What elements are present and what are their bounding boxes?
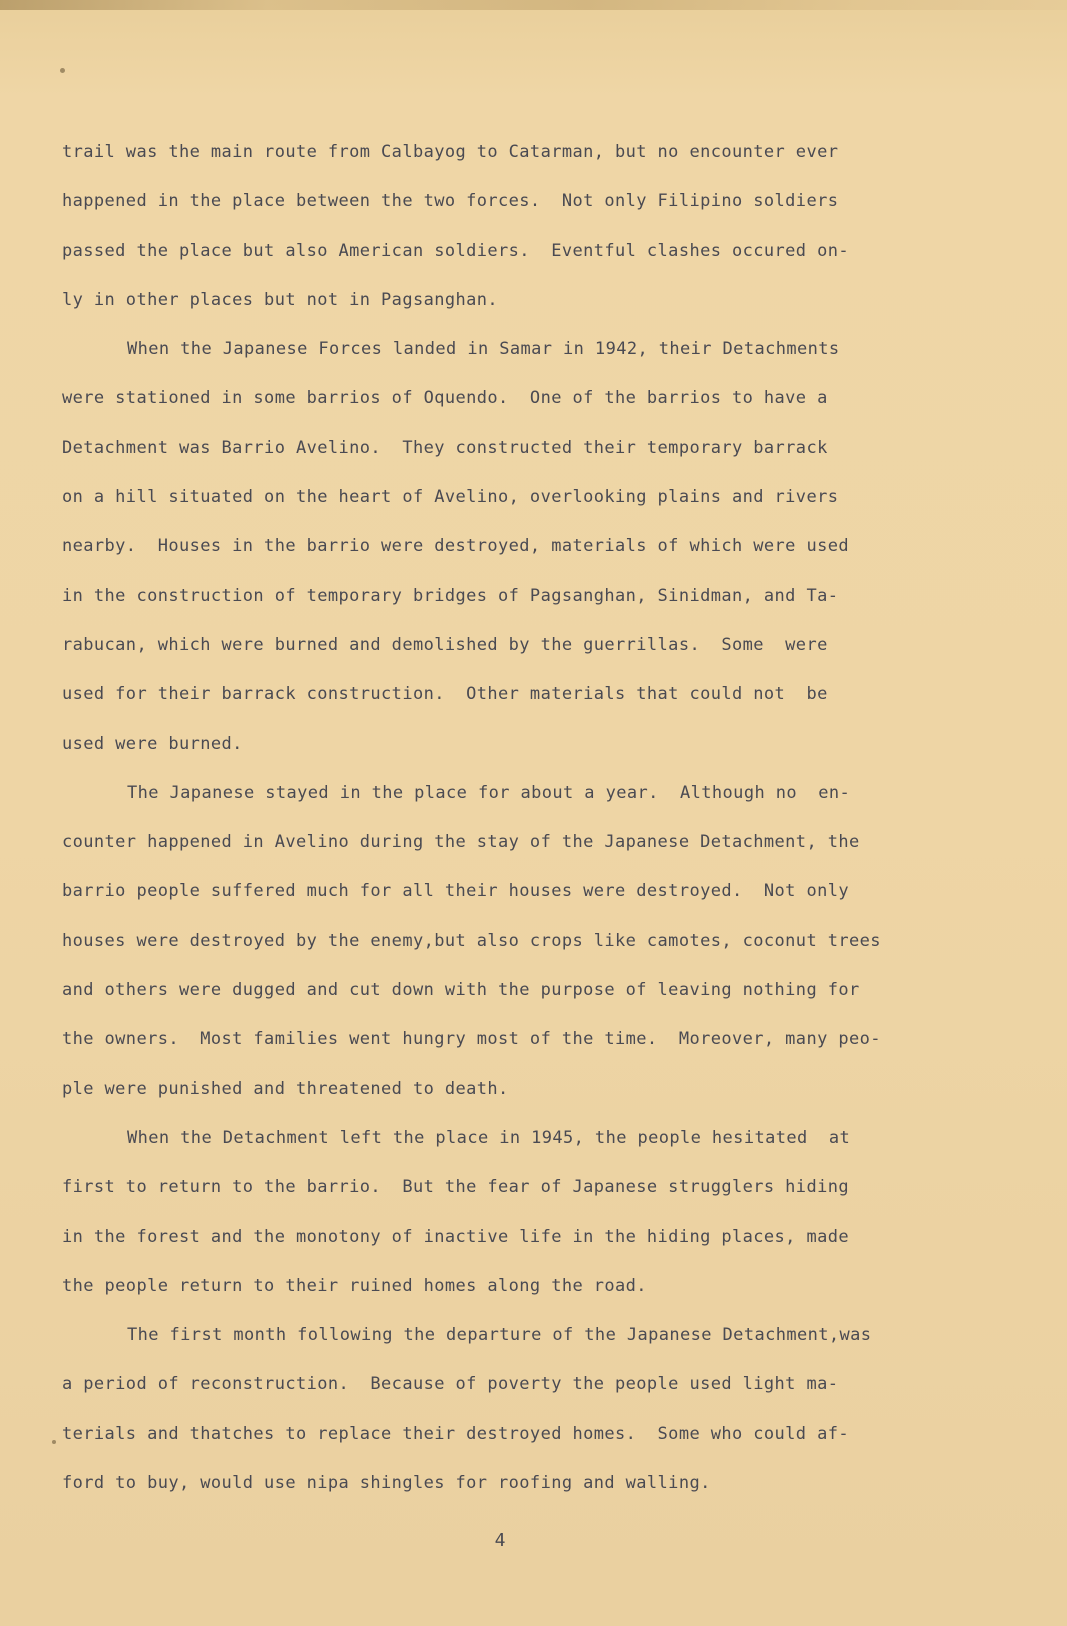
text-line: happened in the place between the two forces. Not only Filipino soldiers	[62, 191, 839, 212]
text-line: houses were destroyed by the enemy,but also crops like camotes, coconut trees	[62, 930, 881, 951]
text-line: used for their barrack construction. Other materials that could not be	[62, 684, 828, 705]
text-line: barrio people suffered much for all their houses were destroyed. Not only	[62, 881, 849, 902]
text-line: the owners. Most families went hungry most of the time. Moreover, many peo-	[62, 1029, 881, 1050]
text-line: in the construction of temporary bridges of Pagsanghan, Sinidman, and Ta-	[62, 585, 839, 606]
ink-speck	[52, 1440, 56, 1444]
text-line: nearby. Houses in the barrio were destroyed, materials of which were used	[62, 536, 849, 557]
text-line: in the forest and the monotony of inactive life in the hiding places, made	[62, 1226, 849, 1247]
text-line: and others were dugged and cut down with the purpose of leaving nothing for	[62, 980, 860, 1001]
paper-top-edge	[0, 0, 1067, 10]
paragraph-2	[62, 325, 1022, 769]
text-line: When the Detachment left the place in 1945, the people hesitated at	[127, 1127, 851, 1148]
text-line: used were burned.	[62, 733, 243, 754]
ink-speck	[60, 68, 65, 73]
text-line: counter happened in Avelino during the stay of the Japanese Detachment, the	[62, 832, 860, 853]
paragraph-5	[62, 1311, 1022, 1508]
page-number: 4	[494, 1530, 506, 1551]
text-line: were stationed in some barrios of Oquendo. One of the barrios to have a	[62, 388, 828, 409]
paragraph-4	[62, 1114, 1022, 1311]
text-line: on a hill situated on the heart of Avelino, overlooking plains and rivers	[62, 487, 839, 508]
text-line: passed the place but also American soldiers. Eventful clashes occured on-	[62, 240, 849, 261]
paragraph-1	[62, 128, 1022, 325]
text-line: ford to buy, would use nipa shingles for roofing and walling.	[62, 1473, 711, 1494]
text-line: a period of reconstruction. Because of poverty the people used light ma-	[62, 1374, 839, 1395]
text-line: the people return to their ruined homes along the road.	[62, 1275, 647, 1296]
text-line: Detachment was Barrio Avelino. They constructed their temporary barrack	[62, 437, 828, 458]
text-line: The Japanese stayed in the place for about a year. Although no en-	[127, 782, 851, 803]
text-line: ple were punished and threatened to death.	[62, 1078, 509, 1099]
text-line: terials and thatches to replace their destroyed homes. Some who could af-	[62, 1423, 849, 1444]
text-line: The first month following the departure of the Japanese Detachment,was	[127, 1325, 872, 1346]
paragraph-3	[62, 769, 1022, 1114]
text-line: ly in other places but not in Pagsanghan.	[62, 289, 499, 310]
body-text	[62, 128, 1022, 1508]
text-line: first to return to the barrio. But the fear of Japanese strugglers hiding	[62, 1177, 849, 1198]
text-line: rabucan, which were burned and demolished by the guerrillas. Some were	[62, 634, 828, 655]
text-line: trail was the main route from Calbayog to Catarman, but no encounter ever	[62, 142, 839, 162]
text-line: When the Japanese Forces landed in Samar in 1942, their Detachments	[127, 339, 840, 360]
